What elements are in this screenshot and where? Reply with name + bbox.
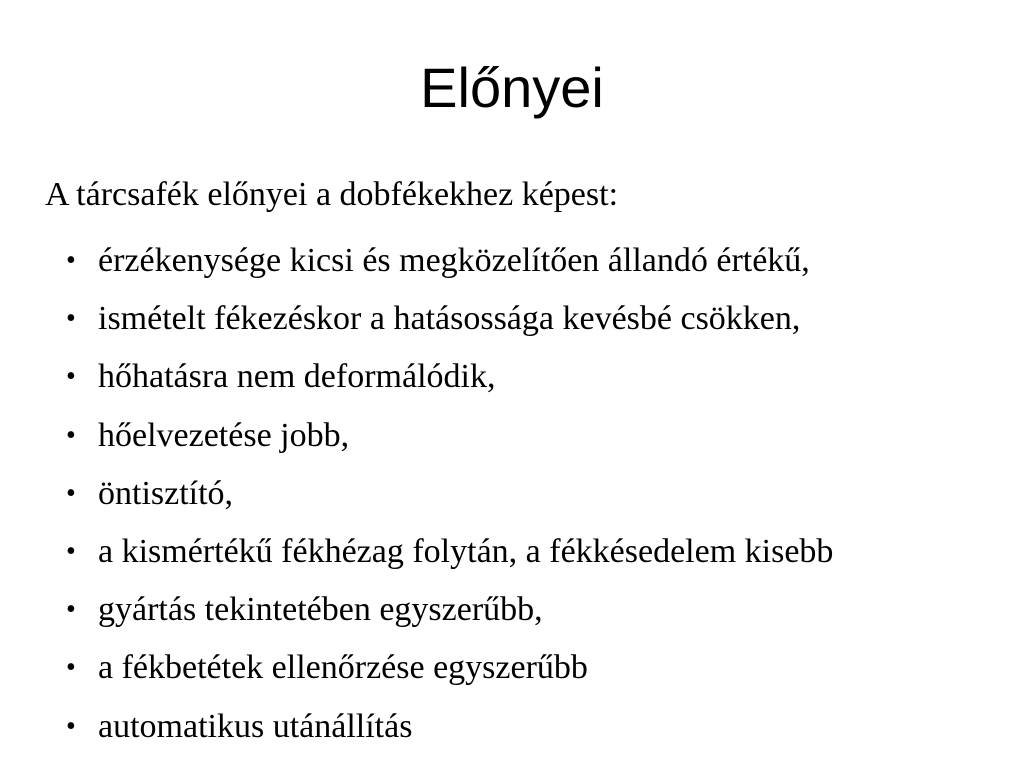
- advantages-list: [66, 232, 833, 756]
- list-item: [66, 698, 833, 756]
- list-item-text: ismételt fékezéskor a hatásossága kevésbé csökken,: [98, 300, 801, 338]
- list-item-text: érzékenysége kicsi és megközelítően állandó értékű,: [98, 242, 810, 279]
- bullet-dot-icon: •: [66, 594, 76, 626]
- list-item-text: gyártás tekintetében egyszerűbb,: [98, 591, 543, 629]
- bullet-dot-icon: •: [66, 303, 76, 335]
- bullet-dot-icon: •: [66, 535, 76, 567]
- list-item: [66, 639, 833, 697]
- bullet-dot-icon: •: [66, 710, 76, 742]
- list-item: [66, 232, 833, 290]
- intro-text: A tárcsafék előnyei a dobfékekhez képest:: [45, 176, 619, 213]
- list-item: [66, 407, 833, 465]
- list-item: [66, 465, 833, 523]
- list-item-text: a kismértékű fékhézag folytán, a fékkésedelem kisebb: [98, 532, 834, 570]
- list-item-text: hőelvezetése jobb,: [98, 416, 350, 454]
- list-item-text: öntisztító,: [98, 474, 234, 512]
- list-item-text: automatikus utánállítás: [98, 707, 413, 745]
- bullet-dot-icon: •: [66, 361, 76, 393]
- list-item: [66, 290, 833, 348]
- list-item-text: a fékbetétek ellenőrzése egyszerűbb: [98, 649, 588, 687]
- bullet-dot-icon: •: [66, 245, 76, 276]
- list-item: [66, 581, 833, 639]
- list-item-text: hőhatásra nem deformálódik,: [98, 358, 496, 396]
- bullet-dot-icon: •: [66, 419, 76, 451]
- list-item: [66, 348, 833, 406]
- list-item: [66, 523, 833, 581]
- bullet-dot-icon: •: [66, 652, 76, 684]
- bullet-dot-icon: •: [66, 477, 76, 509]
- slide-title: Előnyei: [420, 56, 604, 119]
